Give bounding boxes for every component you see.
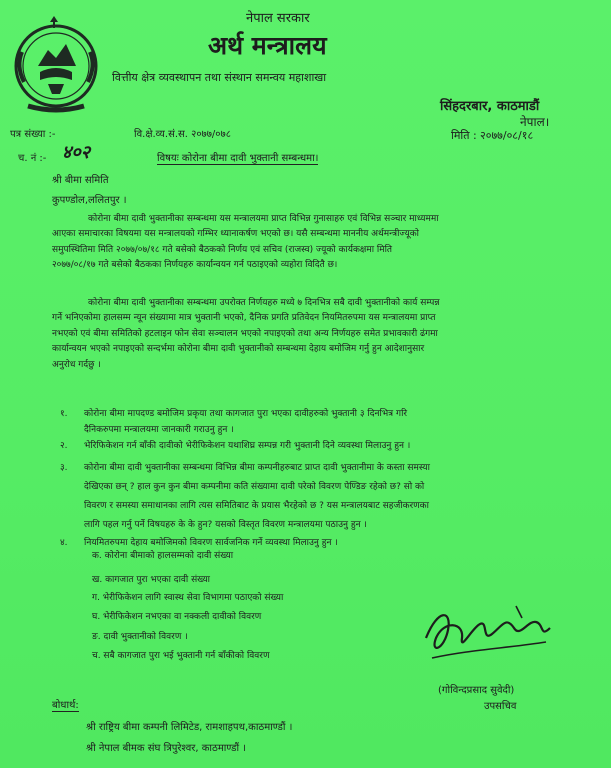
sub-item: ङ. दावी भुक्तानीको विवरण ।: [92, 632, 188, 642]
body-line: समुपस्थितिमा मिति २०७७/०७/१८ गते बसेको बैठकको निर्णय एवं सचिव (राजस्व) ज्यूको कार्यकक्षमा मिति: [52, 244, 393, 255]
signatory-name: (गोविन्दप्रसाद सुवेदी): [438, 685, 515, 696]
list-item-line: विवरण र समस्या समाधानका लागि त्यस समितिबाट के प्रयास भैरहेको छ ? यस मन्त्रालयबाट सहजीकरणका: [84, 501, 429, 511]
recipient-name: श्री बीमा समिति: [52, 175, 109, 186]
cc-recipient: श्री राष्ट्रिय बीमा कम्पनी लिमिटेड, रामशाहपथ,काठमाण्डौं ।: [86, 722, 293, 733]
letter-subject: विषयः कोरोना बीमा दावी भुक्तानी सम्बन्धमा।: [157, 150, 318, 165]
government-name: नेपाल सरकार: [246, 11, 310, 26]
body-line: गर्ने भनिएकोमा हालसम्म न्यून संख्यामा मात्र भुक्तानी भएको, दैनिक प्रगति प्रतिवेदन नियमितरुपमा यस मन्त्रालयमा प्राप्त: [52, 313, 436, 324]
body-line: २०७७/०८/१७ गते बसेको बैठकका निर्णयहरु कार्यान्वयन गर्न पठाइएको व्यहोरा विदितै छ।: [52, 260, 338, 271]
sub-item: घ. भेरीफिकेशन नभएका वा नक्कली दावीको विवरण: [92, 612, 262, 622]
body-line: नभएको एवं बीमा समितिको हटलाइन फोन सेवा सञ्चालन भएको नपाइएको तथा अन्य निर्णयहरु समेत प्रभावकारी ढंगमा: [52, 328, 438, 339]
list-item-line: देखिएका छन् ? हाल कुन कुन बीमा कम्पनीमा कति संख्यामा दावी परेको विवरण पेण्डिङ रहेको छ? सो को: [84, 482, 425, 492]
list-item-line: भेरिफिकेशन गर्न बाँकी दावीको भेरीफिकेशन यथाशिघ्र सम्पन्न गरी भुक्तानी दिने व्यवस्था मिलाउनु हुन ।: [84, 441, 411, 451]
signatory-title: उपसचिव: [484, 701, 517, 712]
address-line-2: नेपाल।: [520, 115, 550, 129]
item-number: ३.: [60, 463, 68, 473]
list-item-line: कोरोना बीमा दावी भुक्तानीका सम्बन्धमा विभिन्न बीमा कम्पनीहरुबाट प्राप्त दावी भुक्तानीमा के कस्ता समस्या: [84, 463, 430, 473]
handwritten-signature: [418, 598, 558, 672]
dispatch-number-value: ४०२: [62, 142, 91, 163]
sub-item: च. सबै कागजात पुरा भई भुक्तानी गर्न बाँकीको विवरण: [92, 651, 270, 661]
dispatch-number-label: च. नं :-: [18, 153, 47, 164]
body-line: आएका समाचारका विषयमा यस मन्त्रालयको गम्भिर ध्यानाकर्षण भएको छ। यसै सम्बन्धमा माननीय अर्थमन्त्रीज्यूको: [52, 229, 420, 240]
sub-item: ग. भेरीफिकेशन लागि स्वास्थ सेवा विभागमा पठाएको संख्या: [92, 593, 284, 603]
reference-number-value: वि.क्षे.व्य.सं.स. २०७७/०७८: [134, 129, 231, 140]
body-line: कोरोना बीमा दावी भुक्तानीका सम्बन्धमा उपरोक्त निर्णयहरु मध्ये ७ दिनभित्र सबै दावी भुक्तानीको कार्य सम्पन्न: [88, 298, 440, 308]
ministry-title: अर्थ मन्त्रालय: [208, 31, 327, 60]
body-line: कार्यान्वयन भएको नपाइएको सन्दर्भमा कोरोना बीमा दावी भुक्तानीको सम्बन्धमा देहाय बमोजिम गर्नु हुन आदेशानुसार: [52, 344, 425, 355]
body-paragraph-2: [52, 296, 439, 373]
sub-item: क. कोरोना बीमाको हालसम्मको दावी संख्या: [92, 551, 234, 561]
list-item-line: कोरोना बीमा मापदण्ड बमोजिम प्रकृया तथा कागजात पुरा भएका दावीहरुको भुक्तानी ३ दिनभित्र गरि: [84, 409, 408, 419]
cc-recipient: श्री नेपाल बीमक संघ त्रिपुरेश्वर, काठमाण्डौं ।: [86, 743, 247, 754]
item-number: १.: [60, 409, 68, 419]
item-number: २.: [60, 441, 68, 451]
address-line-1: सिंहदरबार, काठमाडौं: [440, 99, 540, 114]
body-line: अनुरोध गर्दछु ।: [52, 359, 101, 370]
cc-label: बोधार्थ:: [52, 697, 79, 712]
reference-number-label: पत्र संख्या :-: [10, 129, 56, 140]
recipient-address: कुपण्डोल,ललितपुर ।: [52, 195, 127, 206]
division-name: वित्तीय क्षेत्र व्यवस्थापन तथा संस्थान समन्वय महाशाखा: [112, 71, 327, 84]
list-item-line: दैनिकरुपमा मन्त्रालयमा जानकारी गराउनु हुन ।: [84, 425, 234, 435]
sub-item: ख. कागजात पुरा भएका दावी संख्या: [92, 575, 210, 585]
body-paragraph-1: [52, 212, 439, 274]
date-value: २०७७/०८/१८: [480, 129, 534, 142]
item-number: ४.: [60, 538, 68, 548]
nepal-government-emblem-icon: [8, 14, 104, 114]
body-line: कोरोना बीमा दावी भुक्तानीका सम्बन्धमा यस मन्त्रालयमा प्राप्त विभिन्न गुनासाहरु एवं विभिन्न सञ्चार माध्यममा: [88, 214, 439, 224]
list-item-line: लागि पहल गर्नु पर्ने विषयहरु के के हुन? यसको विस्तृत विवरण मन्त्रालयमा पठाउनु हुन ।: [84, 520, 367, 530]
date-label: मिति :: [451, 129, 477, 142]
list-item-line: नियमितरुपमा देहाय बमोजिमको विवरण सार्वजनिक गर्ने व्यवस्था मिलाउनु हुन ।: [84, 538, 338, 548]
